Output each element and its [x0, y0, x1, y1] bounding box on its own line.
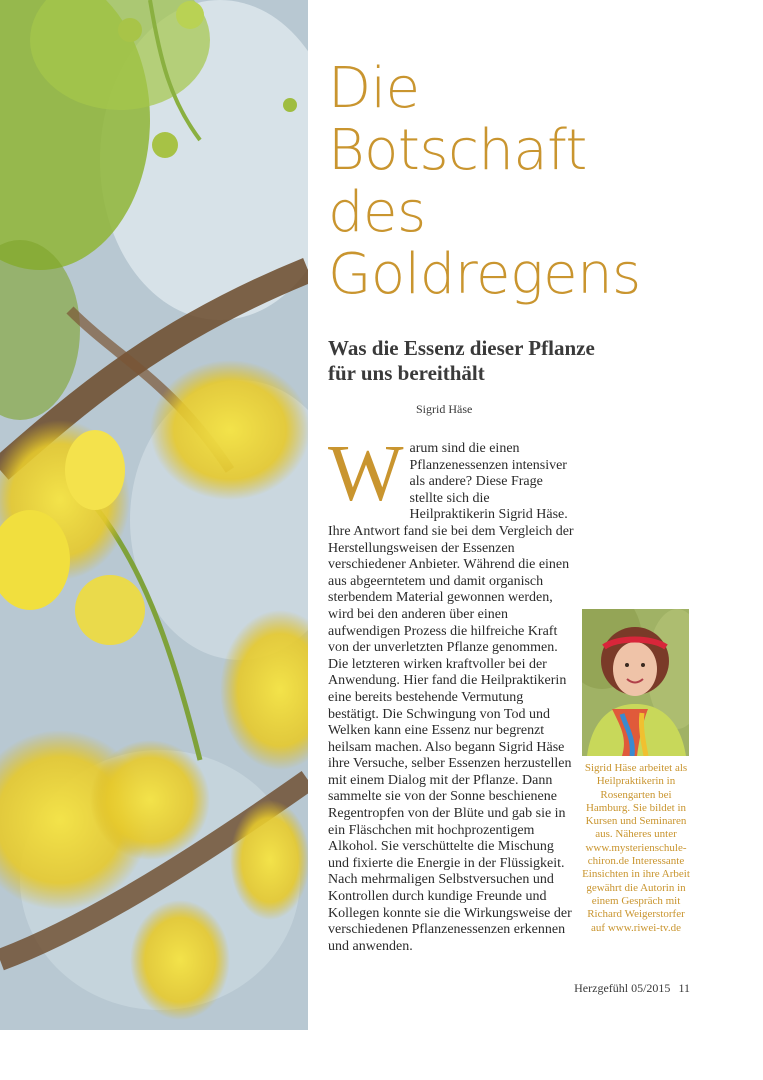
body-paragraph: arum sind die einen Pflanzenessenzen intensiver als andere? Diese Frage stellte sich die Heilpraktikerin Sigrid Häse. Ihre Antwort fand sie bei dem Vergleich der Herstellungsweisen der Essenzen verschiedener Anbieter. Während die einen aus abgeerntetem und damit organisch sterbendem Material gewonnen werden, wird bei den anderen über einen aufwendigen Prozess die hilfreiche Kraft von der unverletzten Pflanze genommen. Die letzteren wirken kraftvoller bei der Anwendung. Hier fand die Heilpraktikerin eine bereits bestehende Vermutung bestätigt. Die Schwingung von Tod und Welken kann eine Essenz nur begrenzt heilsam machen. Also begann Sigrid Häse ihre Versuche, selber Essenzen herzustellen mit einem Dialog mit der Pflanze. Dann sammelte sie von der Sonne beschienene Regentropfen von der Blüte und gab sie in ein Fläschchen mit hochprozentigem Alkohol. Sie verschüttelte die Mischung und fixierte die Energie in der Flüssigkeit. Nach mehrmaligen Selbstversuchen und Kontrollen durch kundige Freunde und Kollegen konnte sie die Wirkungsweise der verschiedenen Pflanzenessenzen erkennen und anwenden.: [328, 441, 574, 954]
author-byline: Sigrid Häse: [416, 402, 473, 416]
drop-cap: W: [328, 430, 404, 518]
page-number: 11: [678, 981, 690, 995]
subtitle-line-1: Was die Essenz dieser Pflanze: [328, 336, 595, 360]
author-portrait: [582, 609, 689, 756]
title-line: Botschaft: [328, 118, 587, 183]
article-body: [328, 430, 574, 955]
title-line: des: [328, 180, 426, 245]
title-line: Goldregens: [328, 242, 641, 307]
blossom-illustration: [0, 0, 308, 1030]
page-footer: [574, 981, 690, 996]
article-title: [328, 58, 748, 306]
author-caption: Sigrid Häse arbeitet als Heilpraktikerin in Rosengarten bei Hamburg. Sie bildet in Kursen und Seminaren aus. Näheres unter www.mysterienschule-chiron.de Interessante Einsichten in ihre Arbeit gewährt die Autorin in einem Gespräch mit Richard Weigerstorfer auf www.riwei-tv.de: [582, 762, 690, 934]
magazine-issue: Herzgefühl 05/2015: [574, 981, 671, 995]
article-subtitle: [328, 336, 648, 386]
subtitle-line-2: für uns bereithält: [328, 361, 485, 385]
goldregen-photo: [0, 0, 308, 1030]
portrait-illustration: [582, 609, 689, 756]
title-line: Die: [328, 56, 420, 121]
